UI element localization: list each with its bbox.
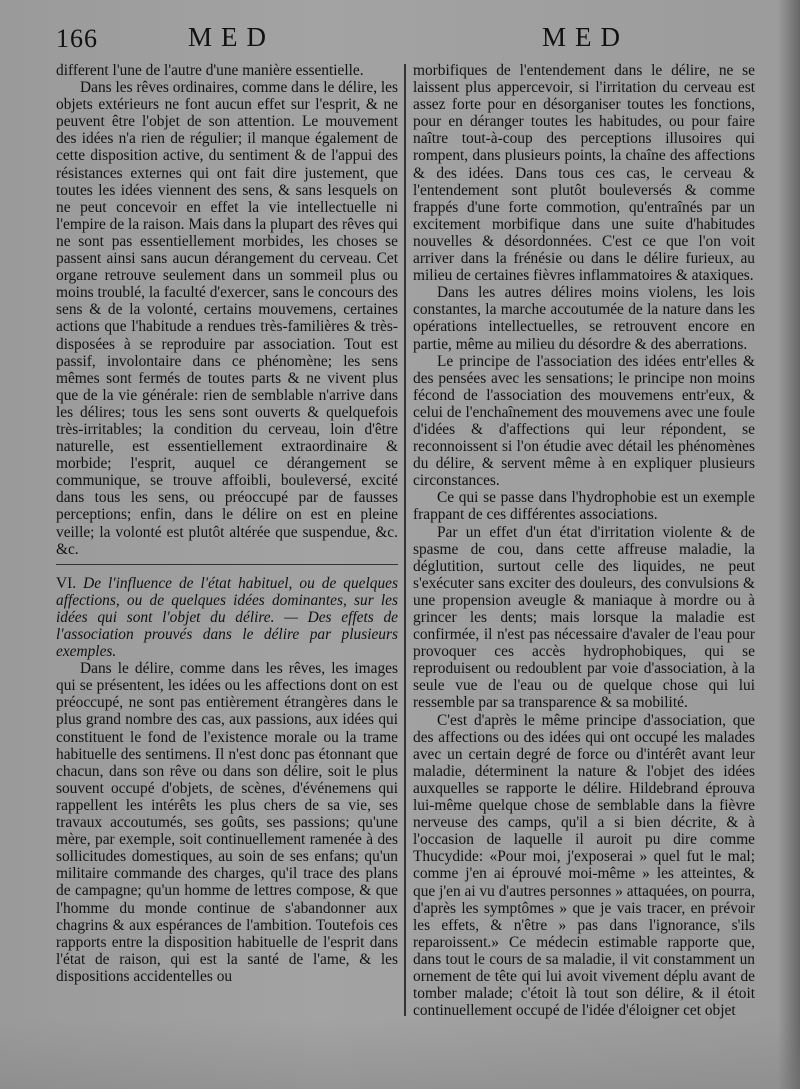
page-number: 166 [56, 24, 98, 53]
column-divider [404, 64, 406, 1016]
paragraph: Dans les rêves ordinaires, comme dans le délire, les objets extérieurs ne font aucun effet sur l'esprit, & ne peuvent être l'objet de son attention. Le mouvement des idées n'a rien de régulier; il manque également de cette disposition active, du sentiment & de l'appui des résistances externes qui ont fait dire justement, que toutes les idées viennent des sens, & sans lesquels on ne peut concevoir en effet la vie intellectuelle ni l'empire de la raison. Mais dans la plupart des rêves qui ne sont pas essentiellement morbides, les choses se passent ainsi sans aucun dérangement du cerveau. Cet organe retrouve seulement dans un sommeil plus ou moins troublé, la faculté d'exercer, sans le concours des sens & de la volonté, certains mouvemens, certaines actions que l'habitude a rendues très-familières & très-disposées à se reproduire par association. Tout est passif, involontaire dans ce phénomène; les sens mêmes sont fermés de toutes parts & ne vivent plus que de la vie générale: rien de semblable n'arrive dans les délires; tous les sens sont ouverts & quelquefois très-irritables; la condition du cerveau, loin d'être naturelle, est essentiellement extraordinaire & morbide; l'esprit, auquel ce dérangement se communique, se trouve affoibli, bouleversé, excité dans tous les sens, ou préoccupé par de fausses perceptions; enfin, dans le délire on est en pleine veille; la volonté est plutôt altérée que suspendue, &c. &c. [56, 79, 398, 558]
section-title: De l'influence de l'état habituel, ou de quelques affections, ou de quelques idées dominantes, sur les idées qui sont l'objet du délire. — Des effets de l'association prouvés dans le délire par plusieurs exemples. [56, 574, 398, 661]
page-edge-shadow [778, 0, 800, 1089]
section-heading [56, 575, 398, 660]
running-head-left: MED [188, 22, 275, 52]
section-number: VI. [56, 574, 77, 592]
left-column [56, 62, 398, 985]
paragraph: Le principe de l'association des idées entr'elles & des pensées avec les sensations; le principe non moins fécond de l'association des mouvemens entr'eux, & celui de l'enchaînement des mouvemens avec une foule d'idées & d'affections qui leur répondent, se reconnoissent si l'on étudie avec détail les phénomènes du délire, & servent même à en expliquer plusieurs circonstances. [413, 352, 755, 490]
paragraph: Ce qui se passe dans l'hydrophobie est un exemple frappant de ces différentes associations. [413, 489, 755, 524]
page-header [0, 22, 800, 62]
paragraph: Dans le délire, comme dans les rêves, les images qui se présentent, les idées ou les affections dont on est préoccupé, ne sont pas entièrement étrangères dans le plus grand nombre des cas, aux passions, aux idées qui constituent le fond de l'existence morale ou la trame habituelle des sentimens. Il n'est donc pas étonnant que chacun, dans son rêve ou dans son délire, soit le plus souvent occupé d'objets, de scènes, d'événemens qui rappellent les intérêts les plus chers de sa vie, ses travaux accoutumés, ses goûts, ses passions; qu'une mère, par exemple, soit continuellement ramenée à des sollicitudes domestiques, au soin de ses enfans; qu'un militaire commande des charges, qu'il trace des plans de campagne; qu'un homme de lettres compose, & que l'homme du monde continue de s'abandonner aux chagrins & aux espérances de l'ambition. Toutefois ces rapports entre la disposition habituelle de l'esprit dans l'état de raison, qui est la santé de l'ame, & les dispositions accidentelles ou [56, 660, 398, 985]
paragraph: C'est d'après le même principe d'association, que des affections ou des idées qui ont occupé les malades avec un certain degré de force ou d'intérêt avant leur maladie, déterminent la nature & l'objet des idées auxquelles se rapporte le délire. Hildebrand éprouva lui-même quelque chose de semblable dans la fièvre nerveuse des camps, qu'il a si bien décrite, & à l'occasion de laquelle il auroit pu dire comme Thucydide: «Pour moi, j'exposerai » quel fut le mal; comme j'en ai éprouvé moi-même » les atteintes, & que j'en ai vu d'autres personnes » attaquées, on pourra, d'après les symptômes » que je vais tracer, en prévoir les effets, & n'être » pas dans l'ignorance, s'ils reparoissent.» Ce médecin estimable rapporte que, dans tout le cours de sa maladie, il vit constamment un ornement de tête qui lui avoit vivement déplu avant de tomber malade; c'étoit là tout son délire, & il étoit continuellement occupé de l'idée d'éloigner cet objet [413, 711, 755, 1020]
section-rule [56, 564, 398, 565]
paragraph: different l'une de l'autre d'une manière essentielle. [56, 62, 364, 79]
running-head-right: MED [542, 22, 629, 52]
paragraph: morbifiques de l'entendement dans le délire, ne se laissent plus appercevoir, si l'irritation du cerveau est assez forte pour en désorganiser toutes les fonctions, pour en déranger toutes les habitudes, ou pour faire naître tout-à-coup des perceptions illusoires qui rompent, dans plusieurs points, la chaîne des affections & des idées. Dans tous ces cas, le cerveau & l'entendement sont plutôt bouleversés & comme frappés d'une forte commotion, qu'entraînés par un excitement morbifique dans une suite d'habitudes nouvelles & désordonnées. C'est ce que l'on voit arriver dans la frénésie ou dans le délire furieux, au milieu de certaines fièvres inflammatoires & ataxiques. [413, 62, 755, 285]
paragraph: Dans les autres délires moins violens, les lois constantes, la marche accoutumée de la nature dans les opérations intellectuelles, se retrouvent encore en partie, même au milieu du désordre & des aberrations. [413, 284, 755, 353]
paragraph: Par un effet d'un état d'irritation violente & de spasme de cou, dans cette affreuse maladie, la déglutition, surtout celle des liquides, ne peut s'exécuter sans exciter des douleurs, des convulsions & une propension aveugle & maniaque à mordre ou à grincer les dents; mais lorsque la maladie est confirmée, il n'est pas nécessaire d'avaler de l'eau pour provoquer ces accès hydrophobiques, qui se reproduisent ou redoublent par voie d'association, à la seule vue de l'eau ou de quelque chose qui lui ressemble par sa transparence & sa mobilité. [413, 523, 755, 712]
page-bottom-shade [0, 1019, 800, 1089]
right-column [413, 62, 755, 1019]
